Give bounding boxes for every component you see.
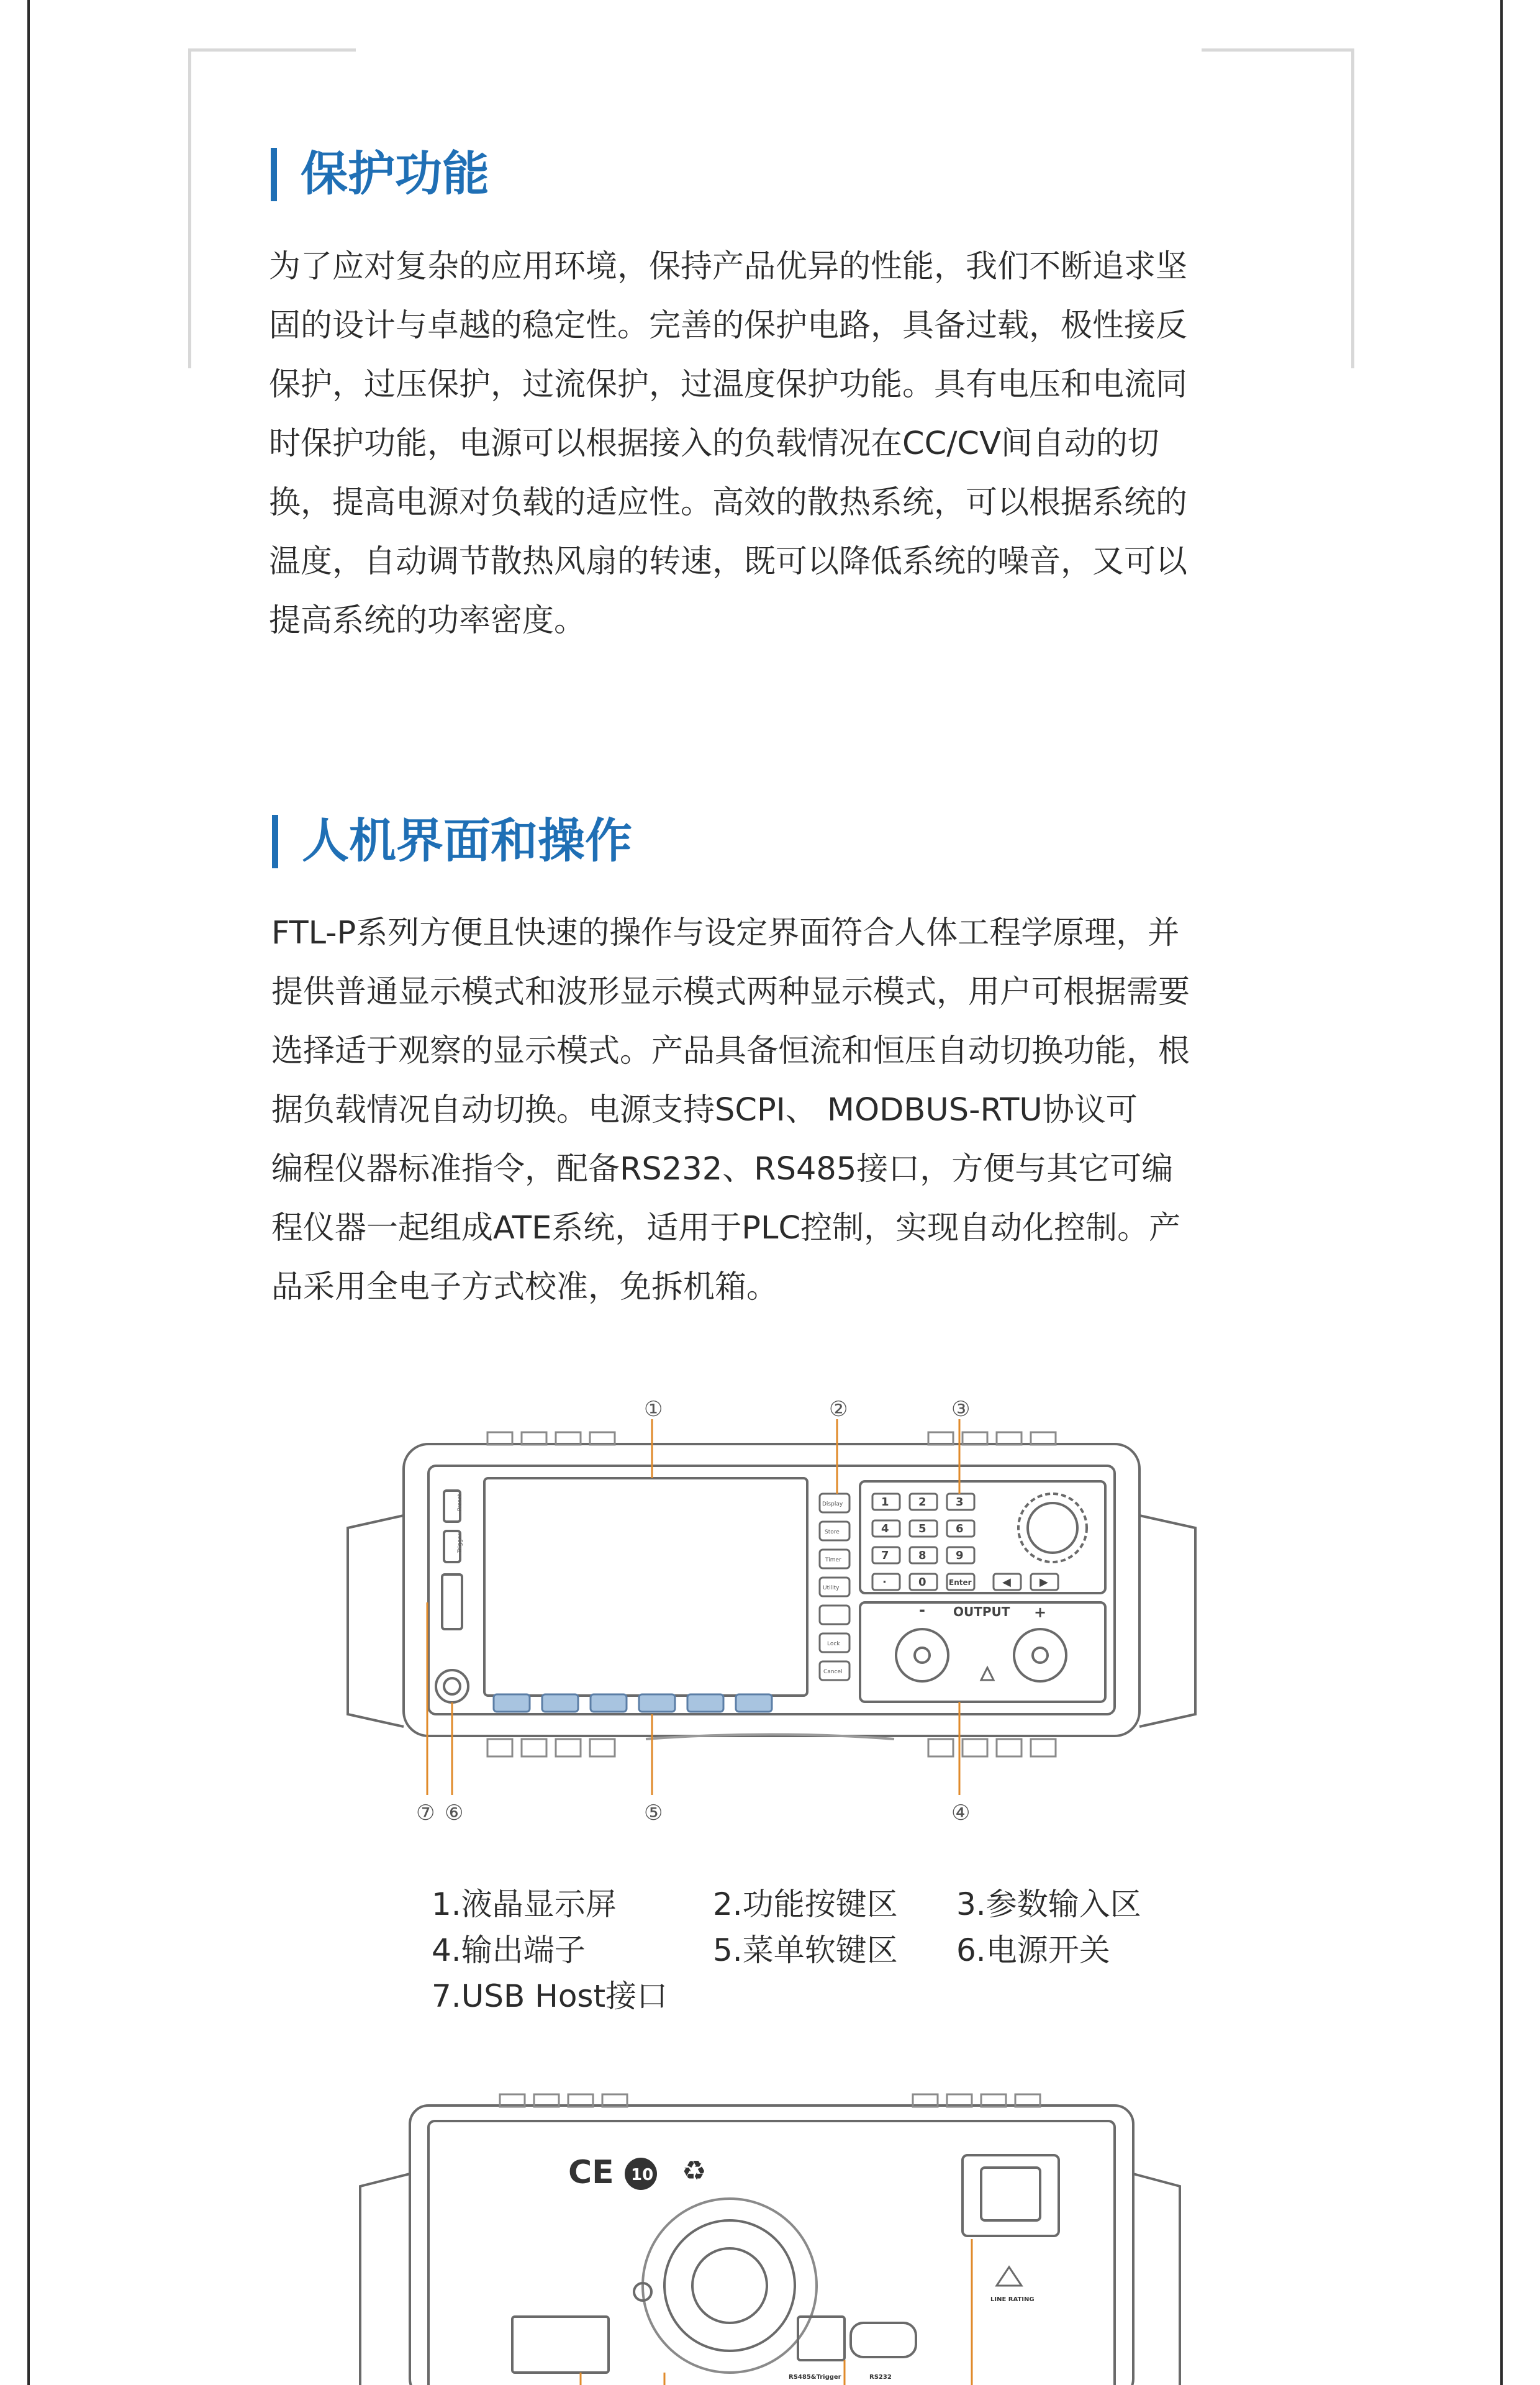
callout-2: ② (829, 1397, 848, 1422)
rear-right-handle (1133, 2174, 1180, 2385)
paragraph-line: 编程仪器标准指令，配备RS232、RS485接口，方便与其它可编 (271, 1151, 1174, 1188)
output-terminal-minus (896, 1629, 948, 1681)
left-handle (348, 1515, 404, 1727)
paragraph-line: 固的设计与卓越的稳定性。完善的保护电路，具备过载，极性接反 (269, 307, 1188, 344)
function-key-label: Timer (825, 1557, 841, 1563)
keypad-label: · (882, 1576, 887, 1589)
keypad-label: 2 (918, 1496, 926, 1509)
paragraph-line: 据负载情况自动切换。电源支持SCPI、 MODBUS-RTU协议可 (271, 1092, 1138, 1129)
side-key-label: Preset (457, 1493, 463, 1511)
page-border-right (1500, 0, 1503, 2385)
side-key-label: Trigger (457, 1533, 463, 1553)
output-terminal-plus (1014, 1629, 1066, 1681)
legend-item-output: 4.输出端子 (432, 1932, 586, 1968)
rear-left-handle (360, 2174, 410, 2385)
port-label-rs232: RS232 (869, 2374, 892, 2381)
paragraph-line: 温度，自动调节散热风扇的转速，既可以降低系统的噪音，又可以 (269, 543, 1188, 580)
rear-panel-diagram (348, 2087, 1192, 2385)
fan-inner (664, 2220, 795, 2351)
callout-6: ⑥ (445, 1801, 464, 1825)
keypad-label: 0 (918, 1576, 926, 1589)
paragraph-line: 时保护功能，电源可以根据接入的负载情况在CC/CV间自动的切 (269, 425, 1159, 462)
callout-1: ① (644, 1397, 663, 1422)
callout-3: ③ (951, 1397, 971, 1422)
corner-frame-top-right-h (1202, 48, 1354, 52)
function-key-label: Display (822, 1501, 843, 1507)
keypad-label: ▶ (1040, 1576, 1048, 1589)
page-border-left (27, 0, 30, 2385)
rohs-mark: 10 (631, 2166, 654, 2184)
paragraph-line: 换，提高电源对负载的适应性。高效的散热系统，可以根据系统的 (269, 484, 1188, 521)
power-switch (436, 1670, 468, 1702)
function-key-label: Cancel (823, 1669, 843, 1675)
legend-item-soft-keys: 5.菜单软键区 (713, 1932, 898, 1968)
callout-5: ⑤ (644, 1801, 663, 1825)
paragraph-line: 品采用全电子方式校准，免拆机箱。 (271, 1269, 779, 1306)
keypad-label: 6 (956, 1522, 964, 1535)
keypad-label: Enter (949, 1578, 972, 1587)
section-title-protection: 保护功能 (271, 144, 489, 204)
function-key-label: Lock (827, 1641, 840, 1647)
corner-frame-top-right-v (1351, 48, 1354, 368)
keypad-label: 7 (881, 1549, 889, 1562)
keypad (872, 1494, 1058, 1590)
keypad-label: 3 (956, 1496, 964, 1509)
chassis-outline (404, 1444, 1139, 1736)
function-key-label: Utility (823, 1585, 840, 1591)
power-rating-label: LINE RATING (990, 2296, 1035, 2303)
keypad-label: 4 (881, 1522, 889, 1535)
soft-keys (494, 1694, 772, 1712)
fan-outer (643, 2199, 817, 2373)
keypad-label: ◀ (1002, 1576, 1011, 1589)
ce-mark: CE (568, 2154, 614, 2191)
paragraph-line: 选择适于观察的显示模式。产品具备恒流和恒压自动切换功能，根 (271, 1033, 1190, 1070)
paragraph-line: 提供普通显示模式和波形显示模式两种显示模式，用户可根据需要 (271, 974, 1190, 1011)
warning-icon (981, 1668, 994, 1680)
section-paragraph-hmi (271, 904, 1190, 1317)
paragraph-line: 提高系统的功率密度。 (269, 602, 586, 639)
callout-4: ④ (951, 1801, 971, 1825)
rs232-port (851, 2323, 916, 2357)
legend-item-power: 6.电源开关 (956, 1932, 1110, 1968)
legend-item-param-input: 3.参数输入区 (956, 1886, 1141, 1922)
paragraph-line: FTL-P系列方便且快速的操作与设定界面符合人体工程学原理，并 (271, 915, 1180, 952)
rear-panel-frame (428, 2121, 1115, 2385)
corner-frame-top-left-h (188, 48, 356, 52)
output-label: OUTPUT (953, 1604, 1010, 1619)
callout-7: ⑦ (416, 1801, 435, 1825)
lcd-screen (484, 1478, 807, 1696)
port-label-rs485: RS485&Trigger (789, 2374, 841, 2381)
keypad-label: 8 (918, 1549, 926, 1562)
right-handle (1139, 1515, 1195, 1727)
section-paragraph-protection (269, 237, 1187, 650)
section-title-hmi: 人机界面和操作 (272, 811, 632, 871)
weee-mark: ♻ (682, 2155, 707, 2187)
legend-item-usb: 7.USB Host接口 (432, 1978, 668, 2014)
keypad-label: 5 (918, 1522, 926, 1535)
rear-warning-icon (997, 2267, 1021, 2286)
paragraph-line: 为了应对复杂的应用环境，保持产品优异的性能，我们不断追求坚 (269, 248, 1188, 285)
paragraph-line: 程仪器一起组成ATE系统，适用于PLC控制，实现自动化控制。产 (271, 1210, 1181, 1247)
corner-frame-top-left-v (188, 48, 191, 368)
output-minus-label: - (919, 1601, 925, 1619)
paragraph-line: 保护，过压保护，过流保护，过温度保护功能。具有电压和电流同 (269, 366, 1188, 403)
usb-port (442, 1574, 462, 1629)
rear-chassis-outline (410, 2106, 1133, 2385)
terminal-block (512, 2317, 609, 2373)
front-panel-diagram (335, 1366, 1205, 1838)
legend-item-function-keys: 2.功能按键区 (713, 1886, 898, 1922)
keypad-label: 1 (881, 1496, 889, 1509)
keypad-label: 9 (956, 1549, 964, 1562)
legend-item-lcd: 1.液晶显示屏 (432, 1886, 617, 1922)
rs485-port (798, 2317, 845, 2360)
output-plus-label: + (1034, 1604, 1047, 1621)
function-key-label: Store (825, 1529, 840, 1535)
bottom-feet (487, 1739, 1056, 1756)
